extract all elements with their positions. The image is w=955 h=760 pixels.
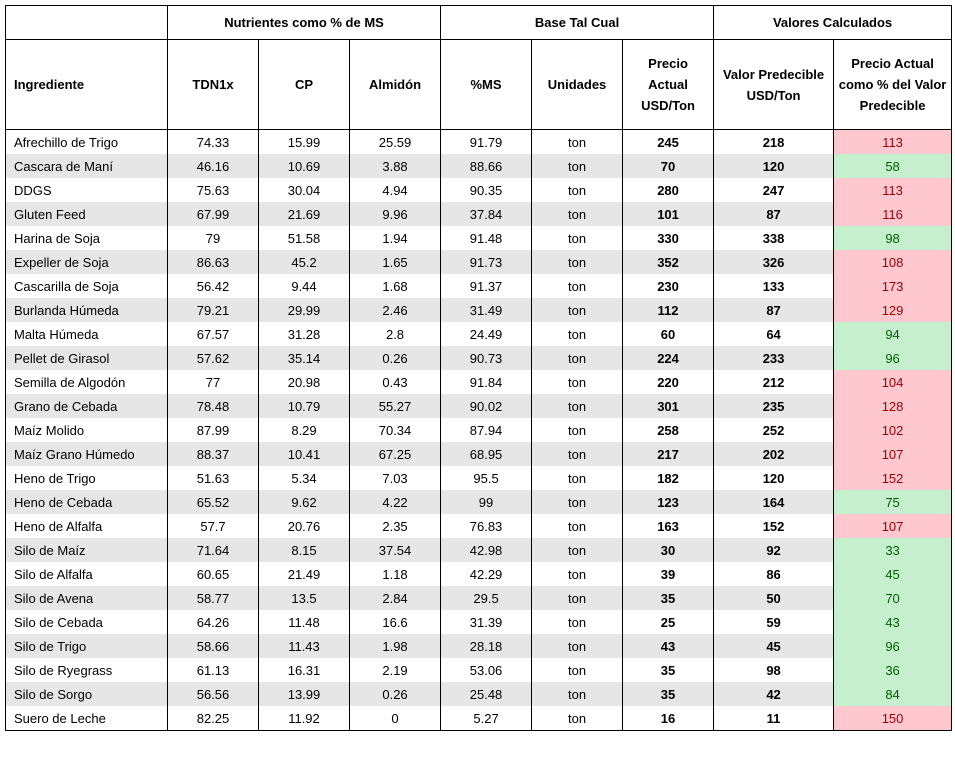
starch-cell: 0.43 xyxy=(350,370,441,394)
pct-cell: 36 xyxy=(834,658,952,682)
table-row xyxy=(6,274,952,298)
pct-cell: 108 xyxy=(834,250,952,274)
starch-cell: 4.94 xyxy=(350,178,441,202)
units-cell: ton xyxy=(532,442,623,466)
table-row xyxy=(6,658,952,682)
table-row xyxy=(6,418,952,442)
predicted-cell: 164 xyxy=(714,490,834,514)
predicted-cell: 120 xyxy=(714,154,834,178)
table-row xyxy=(6,130,952,155)
predicted-cell: 50 xyxy=(714,586,834,610)
table-row xyxy=(6,610,952,634)
ingredient-cell: DDGS xyxy=(6,178,168,202)
table-row xyxy=(6,634,952,658)
ingredient-cell: Cascarilla de Soja xyxy=(6,274,168,298)
cp-cell: 11.48 xyxy=(259,610,350,634)
ingredient-cell: Maíz Molido xyxy=(6,418,168,442)
predicted-cell: 218 xyxy=(714,130,834,155)
cp-cell: 21.69 xyxy=(259,202,350,226)
pct-cell: 45 xyxy=(834,562,952,586)
tdn-cell: 87.99 xyxy=(168,418,259,442)
cp-cell: 45.2 xyxy=(259,250,350,274)
cp-cell: 10.69 xyxy=(259,154,350,178)
cp-cell: 21.49 xyxy=(259,562,350,586)
predicted-cell: 59 xyxy=(714,610,834,634)
pct-cell: 150 xyxy=(834,706,952,731)
units-cell: ton xyxy=(532,706,623,731)
table-row xyxy=(6,346,952,370)
cp-cell: 13.99 xyxy=(259,682,350,706)
cp-cell: 20.76 xyxy=(259,514,350,538)
predicted-cell: 87 xyxy=(714,202,834,226)
starch-cell: 7.03 xyxy=(350,466,441,490)
ingredient-cell: Silo de Alfalfa xyxy=(6,562,168,586)
table-row xyxy=(6,706,952,731)
units-cell: ton xyxy=(532,658,623,682)
predicted-cell: 64 xyxy=(714,322,834,346)
ms-cell: 68.95 xyxy=(441,442,532,466)
starch-cell: 1.98 xyxy=(350,634,441,658)
table-row xyxy=(6,514,952,538)
column-header-predicted: Valor Predecible USD/Ton xyxy=(714,40,834,130)
predicted-cell: 11 xyxy=(714,706,834,731)
table-row xyxy=(6,394,952,418)
tdn-cell: 58.77 xyxy=(168,586,259,610)
table-row xyxy=(6,538,952,562)
predicted-cell: 92 xyxy=(714,538,834,562)
tdn-cell: 60.65 xyxy=(168,562,259,586)
starch-cell: 0.26 xyxy=(350,682,441,706)
price-cell: 35 xyxy=(623,658,714,682)
ms-cell: 91.79 xyxy=(441,130,532,155)
price-cell: 35 xyxy=(623,586,714,610)
starch-cell: 0.26 xyxy=(350,346,441,370)
tdn-cell: 57.62 xyxy=(168,346,259,370)
pct-cell: 94 xyxy=(834,322,952,346)
starch-cell: 2.84 xyxy=(350,586,441,610)
starch-cell: 0 xyxy=(350,706,441,731)
price-cell: 39 xyxy=(623,562,714,586)
ingredient-cell: Burlanda Húmeda xyxy=(6,298,168,322)
starch-cell: 25.59 xyxy=(350,130,441,155)
cp-cell: 20.98 xyxy=(259,370,350,394)
cp-cell: 30.04 xyxy=(259,178,350,202)
ms-cell: 90.35 xyxy=(441,178,532,202)
tdn-cell: 78.48 xyxy=(168,394,259,418)
cp-cell: 5.34 xyxy=(259,466,350,490)
ms-cell: 88.66 xyxy=(441,154,532,178)
predicted-cell: 87 xyxy=(714,298,834,322)
price-cell: 280 xyxy=(623,178,714,202)
table-row xyxy=(6,250,952,274)
ms-cell: 91.48 xyxy=(441,226,532,250)
predicted-cell: 120 xyxy=(714,466,834,490)
ingredient-cell: Silo de Ryegrass xyxy=(6,658,168,682)
price-cell: 43 xyxy=(623,634,714,658)
starch-cell: 1.94 xyxy=(350,226,441,250)
price-cell: 220 xyxy=(623,370,714,394)
table-row xyxy=(6,154,952,178)
predicted-cell: 202 xyxy=(714,442,834,466)
cp-cell: 8.29 xyxy=(259,418,350,442)
tdn-cell: 46.16 xyxy=(168,154,259,178)
predicted-cell: 86 xyxy=(714,562,834,586)
column-header-row xyxy=(6,40,952,130)
tdn-cell: 56.42 xyxy=(168,274,259,298)
cp-cell: 10.79 xyxy=(259,394,350,418)
tdn-cell: 58.66 xyxy=(168,634,259,658)
pct-cell: 98 xyxy=(834,226,952,250)
units-cell: ton xyxy=(532,250,623,274)
cp-cell: 9.44 xyxy=(259,274,350,298)
ingredient-cell: Silo de Avena xyxy=(6,586,168,610)
cp-cell: 29.99 xyxy=(259,298,350,322)
ms-cell: 37.84 xyxy=(441,202,532,226)
tdn-cell: 67.99 xyxy=(168,202,259,226)
tdn-cell: 82.25 xyxy=(168,706,259,731)
predicted-cell: 233 xyxy=(714,346,834,370)
tdn-cell: 79.21 xyxy=(168,298,259,322)
starch-cell: 1.65 xyxy=(350,250,441,274)
group-header-row xyxy=(6,6,952,40)
table-row xyxy=(6,682,952,706)
units-cell: ton xyxy=(532,298,623,322)
pct-cell: 96 xyxy=(834,634,952,658)
ms-cell: 95.5 xyxy=(441,466,532,490)
cp-cell: 13.5 xyxy=(259,586,350,610)
ingredient-cell: Silo de Trigo xyxy=(6,634,168,658)
starch-cell: 1.68 xyxy=(350,274,441,298)
pct-cell: 43 xyxy=(834,610,952,634)
price-cell: 245 xyxy=(623,130,714,155)
ms-cell: 31.39 xyxy=(441,610,532,634)
column-header-ingredient: Ingrediente xyxy=(6,40,168,130)
ms-cell: 90.73 xyxy=(441,346,532,370)
pct-cell: 113 xyxy=(834,178,952,202)
table-row xyxy=(6,370,952,394)
column-header-cp: CP xyxy=(259,40,350,130)
pct-cell: 152 xyxy=(834,466,952,490)
ingredient-cell: Silo de Cebada xyxy=(6,610,168,634)
units-cell: ton xyxy=(532,178,623,202)
ingredient-cell: Semilla de Algodón xyxy=(6,370,168,394)
starch-cell: 2.8 xyxy=(350,322,441,346)
group-header-calculated: Valores Calculados xyxy=(714,6,952,40)
tdn-cell: 79 xyxy=(168,226,259,250)
table-row xyxy=(6,466,952,490)
starch-cell: 2.35 xyxy=(350,514,441,538)
ms-cell: 42.29 xyxy=(441,562,532,586)
price-cell: 301 xyxy=(623,394,714,418)
ms-cell: 91.37 xyxy=(441,274,532,298)
ingredient-cell: Afrechillo de Trigo xyxy=(6,130,168,155)
column-header-pct: Precio Actual como % del Valor Predecible xyxy=(834,40,952,130)
starch-cell: 16.6 xyxy=(350,610,441,634)
predicted-cell: 152 xyxy=(714,514,834,538)
ms-cell: 91.84 xyxy=(441,370,532,394)
table-row xyxy=(6,298,952,322)
price-cell: 112 xyxy=(623,298,714,322)
column-header-tdn: TDN1x xyxy=(168,40,259,130)
table-row xyxy=(6,586,952,610)
table-row xyxy=(6,490,952,514)
units-cell: ton xyxy=(532,586,623,610)
units-cell: ton xyxy=(532,418,623,442)
units-cell: ton xyxy=(532,562,623,586)
pct-cell: 102 xyxy=(834,418,952,442)
table-row xyxy=(6,562,952,586)
price-cell: 123 xyxy=(623,490,714,514)
predicted-cell: 235 xyxy=(714,394,834,418)
starch-cell: 2.19 xyxy=(350,658,441,682)
ms-cell: 25.48 xyxy=(441,682,532,706)
predicted-cell: 133 xyxy=(714,274,834,298)
pct-cell: 128 xyxy=(834,394,952,418)
ingredient-cell: Malta Húmeda xyxy=(6,322,168,346)
price-cell: 330 xyxy=(623,226,714,250)
table-body xyxy=(6,130,952,731)
units-cell: ton xyxy=(532,130,623,155)
tdn-cell: 64.26 xyxy=(168,610,259,634)
ms-cell: 87.94 xyxy=(441,418,532,442)
units-cell: ton xyxy=(532,274,623,298)
ingredient-cell: Heno de Cebada xyxy=(6,490,168,514)
cp-cell: 10.41 xyxy=(259,442,350,466)
price-cell: 224 xyxy=(623,346,714,370)
table-row xyxy=(6,442,952,466)
pct-cell: 104 xyxy=(834,370,952,394)
pct-cell: 33 xyxy=(834,538,952,562)
cp-cell: 16.31 xyxy=(259,658,350,682)
pct-cell: 173 xyxy=(834,274,952,298)
pct-cell: 84 xyxy=(834,682,952,706)
ms-cell: 91.73 xyxy=(441,250,532,274)
units-cell: ton xyxy=(532,490,623,514)
units-cell: ton xyxy=(532,682,623,706)
group-header-empty xyxy=(6,6,168,40)
ms-cell: 42.98 xyxy=(441,538,532,562)
price-cell: 258 xyxy=(623,418,714,442)
cp-cell: 11.92 xyxy=(259,706,350,731)
price-cell: 35 xyxy=(623,682,714,706)
tdn-cell: 75.63 xyxy=(168,178,259,202)
price-cell: 163 xyxy=(623,514,714,538)
units-cell: ton xyxy=(532,634,623,658)
units-cell: ton xyxy=(532,610,623,634)
ingredient-cell: Expeller de Soja xyxy=(6,250,168,274)
table-row xyxy=(6,178,952,202)
cp-cell: 35.14 xyxy=(259,346,350,370)
starch-cell: 3.88 xyxy=(350,154,441,178)
group-header-base: Base Tal Cual xyxy=(441,6,714,40)
cp-cell: 51.58 xyxy=(259,226,350,250)
predicted-cell: 98 xyxy=(714,658,834,682)
price-cell: 352 xyxy=(623,250,714,274)
ingredient-cell: Heno de Trigo xyxy=(6,466,168,490)
starch-cell: 37.54 xyxy=(350,538,441,562)
starch-cell: 67.25 xyxy=(350,442,441,466)
units-cell: ton xyxy=(532,394,623,418)
price-cell: 70 xyxy=(623,154,714,178)
tdn-cell: 67.57 xyxy=(168,322,259,346)
starch-cell: 70.34 xyxy=(350,418,441,442)
starch-cell: 2.46 xyxy=(350,298,441,322)
ingredient-cell: Gluten Feed xyxy=(6,202,168,226)
tdn-cell: 86.63 xyxy=(168,250,259,274)
pct-cell: 58 xyxy=(834,154,952,178)
price-cell: 60 xyxy=(623,322,714,346)
ms-cell: 76.83 xyxy=(441,514,532,538)
predicted-cell: 212 xyxy=(714,370,834,394)
units-cell: ton xyxy=(532,466,623,490)
table-row xyxy=(6,226,952,250)
cp-cell: 11.43 xyxy=(259,634,350,658)
price-cell: 101 xyxy=(623,202,714,226)
group-header-nutrients: Nutrientes como % de MS xyxy=(168,6,441,40)
price-cell: 25 xyxy=(623,610,714,634)
price-cell: 30 xyxy=(623,538,714,562)
predicted-cell: 326 xyxy=(714,250,834,274)
price-cell: 182 xyxy=(623,466,714,490)
price-cell: 16 xyxy=(623,706,714,731)
ms-cell: 5.27 xyxy=(441,706,532,731)
units-cell: ton xyxy=(532,514,623,538)
ingredient-cell: Silo de Maíz xyxy=(6,538,168,562)
units-cell: ton xyxy=(532,538,623,562)
table-row xyxy=(6,322,952,346)
predicted-cell: 42 xyxy=(714,682,834,706)
price-cell: 230 xyxy=(623,274,714,298)
units-cell: ton xyxy=(532,346,623,370)
column-header-starch: Almidón xyxy=(350,40,441,130)
ingredient-cell: Grano de Cebada xyxy=(6,394,168,418)
predicted-cell: 45 xyxy=(714,634,834,658)
units-cell: ton xyxy=(532,322,623,346)
tdn-cell: 56.56 xyxy=(168,682,259,706)
column-header-units: Unidades xyxy=(532,40,623,130)
tdn-cell: 61.13 xyxy=(168,658,259,682)
pct-cell: 113 xyxy=(834,130,952,155)
pct-cell: 107 xyxy=(834,442,952,466)
pct-cell: 107 xyxy=(834,514,952,538)
ms-cell: 28.18 xyxy=(441,634,532,658)
table-row xyxy=(6,202,952,226)
tdn-cell: 77 xyxy=(168,370,259,394)
cp-cell: 15.99 xyxy=(259,130,350,155)
ms-cell: 53.06 xyxy=(441,658,532,682)
ingredient-cell: Heno de Alfalfa xyxy=(6,514,168,538)
pct-cell: 70 xyxy=(834,586,952,610)
ingredient-cell: Maíz Grano Húmedo xyxy=(6,442,168,466)
cp-cell: 8.15 xyxy=(259,538,350,562)
price-cell: 217 xyxy=(623,442,714,466)
tdn-cell: 71.64 xyxy=(168,538,259,562)
units-cell: ton xyxy=(532,154,623,178)
starch-cell: 1.18 xyxy=(350,562,441,586)
ingredient-cell: Cascara de Maní xyxy=(6,154,168,178)
units-cell: ton xyxy=(532,370,623,394)
tdn-cell: 57.7 xyxy=(168,514,259,538)
cp-cell: 9.62 xyxy=(259,490,350,514)
ingredient-cell: Suero de Leche xyxy=(6,706,168,731)
tdn-cell: 51.63 xyxy=(168,466,259,490)
pct-cell: 116 xyxy=(834,202,952,226)
ms-cell: 29.5 xyxy=(441,586,532,610)
ms-cell: 24.49 xyxy=(441,322,532,346)
starch-cell: 4.22 xyxy=(350,490,441,514)
pct-cell: 129 xyxy=(834,298,952,322)
tdn-cell: 65.52 xyxy=(168,490,259,514)
column-header-ms: %MS xyxy=(441,40,532,130)
ingredient-cell: Silo de Sorgo xyxy=(6,682,168,706)
pct-cell: 96 xyxy=(834,346,952,370)
ms-cell: 99 xyxy=(441,490,532,514)
predicted-cell: 338 xyxy=(714,226,834,250)
predicted-cell: 247 xyxy=(714,178,834,202)
ms-cell: 31.49 xyxy=(441,298,532,322)
pct-cell: 75 xyxy=(834,490,952,514)
ingredient-cell: Pellet de Girasol xyxy=(6,346,168,370)
units-cell: ton xyxy=(532,202,623,226)
ingredient-cell: Harina de Soja xyxy=(6,226,168,250)
starch-cell: 55.27 xyxy=(350,394,441,418)
feed-price-table xyxy=(5,5,952,731)
predicted-cell: 252 xyxy=(714,418,834,442)
starch-cell: 9.96 xyxy=(350,202,441,226)
ms-cell: 90.02 xyxy=(441,394,532,418)
tdn-cell: 74.33 xyxy=(168,130,259,155)
units-cell: ton xyxy=(532,226,623,250)
cp-cell: 31.28 xyxy=(259,322,350,346)
column-header-price: Precio Actual USD/Ton xyxy=(623,40,714,130)
tdn-cell: 88.37 xyxy=(168,442,259,466)
